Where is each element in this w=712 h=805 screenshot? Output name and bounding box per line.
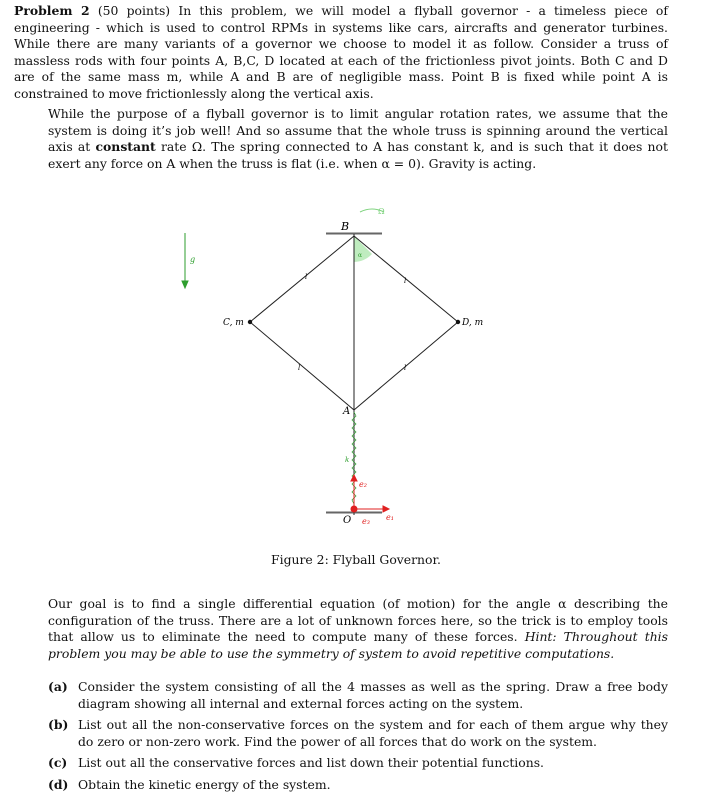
label-A: A [343, 406, 351, 417]
goal-hint: Hint: Throughout this problem you may be able to use the symmetry of system to avoid repetitive computations. [48, 629, 668, 661]
rod-C-A [250, 322, 354, 410]
part-b-text: List out all the non-conservative forces on the system and for each of them argue why they do zero or non-zero work. Find the power of all forces that do work on the system. [78, 717, 668, 749]
rod-label-4: l [404, 364, 407, 372]
rod-label-2: l [404, 277, 407, 285]
flyball-figure [0, 190, 712, 550]
label-B: B [341, 220, 350, 233]
label-k: k [345, 456, 350, 464]
label-e1: e₁ [386, 513, 394, 522]
label-alpha: α [358, 252, 363, 259]
part-c [48, 755, 668, 772]
part-c-label: (c) [48, 755, 68, 770]
label-omega: Ω [378, 207, 385, 216]
ceiling-support [326, 233, 382, 234]
basis-vectors [351, 475, 389, 512]
label-e3: e₃ [362, 517, 370, 526]
figure-caption: Figure 2: Flyball Governor. [271, 552, 441, 567]
goal-paragraph [48, 596, 668, 662]
problem-points: (50 points) [97, 3, 171, 18]
part-d-label: (d) [48, 777, 69, 792]
label-C: C, m [223, 318, 244, 328]
label-D: D, m [462, 318, 484, 328]
goal-text: Our goal is to find a single differential equation (of motion) for the angle α describing the configuration of the truss. There are a lot of unknown forces here, so the trick is to employ tools that allow us to eliminate the need to compute many of these forces. [48, 596, 668, 645]
part-d [48, 777, 668, 794]
rod-B-C [250, 236, 354, 322]
para2-bold: constant [95, 139, 156, 155]
rod-label-3: l [298, 364, 301, 372]
gravity-label: g [190, 255, 196, 264]
problem-paragraph-2 [48, 106, 668, 172]
part-a-label: (a) [48, 679, 68, 694]
part-b [48, 717, 668, 750]
part-a-text: Consider the system consisting of all the 4 masses as well as the spring. Draw a free body diagram showing all internal and external forces acting on the system. [78, 679, 668, 711]
para2-part-a: While the purpose of a flyball governor is to limit angular rotation rates, we assume that the system is doing it’s job well! And so assume that the whole truss is spinning around the vertical axis at [48, 106, 668, 155]
para2-part-b: rate Ω. The spring connected to A has constant k, and is such that it does not exert any force on A when the truss is flat (i.e. when α = 0). Gravity is acting. [48, 139, 668, 171]
part-d-text: Obtain the kinetic energy of the system. [78, 777, 331, 792]
label-O: O [343, 515, 352, 526]
mass-C [248, 320, 252, 324]
part-a [48, 679, 668, 712]
mass-D [456, 320, 460, 324]
problem-intro-text: In this problem, we will model a flyball governor - a timeless piece of engineering - which is used to control RPMs in systems like cars, aircrafts and generator turbines. While there are many variants of a governor we choose to model it as follow. Consider a truss of massless rods with four points A, B,C, D located at each of the frictionless pivot joints. Both C and D are of the same mass m, while A and B are of negligible mass. Point B is fixed while point A is constrained to move frictionlessly along the vertical axis. [14, 3, 668, 101]
problem-intro [14, 3, 668, 103]
part-c-text: List out all the conservative forces and list down their potential functions. [78, 755, 544, 770]
gravity-vector [182, 233, 188, 288]
label-e2: e₂ [359, 480, 367, 489]
rod-label-1: l [305, 273, 308, 281]
part-b-label: (b) [48, 717, 69, 732]
problem-heading: Problem 2 [14, 3, 90, 18]
